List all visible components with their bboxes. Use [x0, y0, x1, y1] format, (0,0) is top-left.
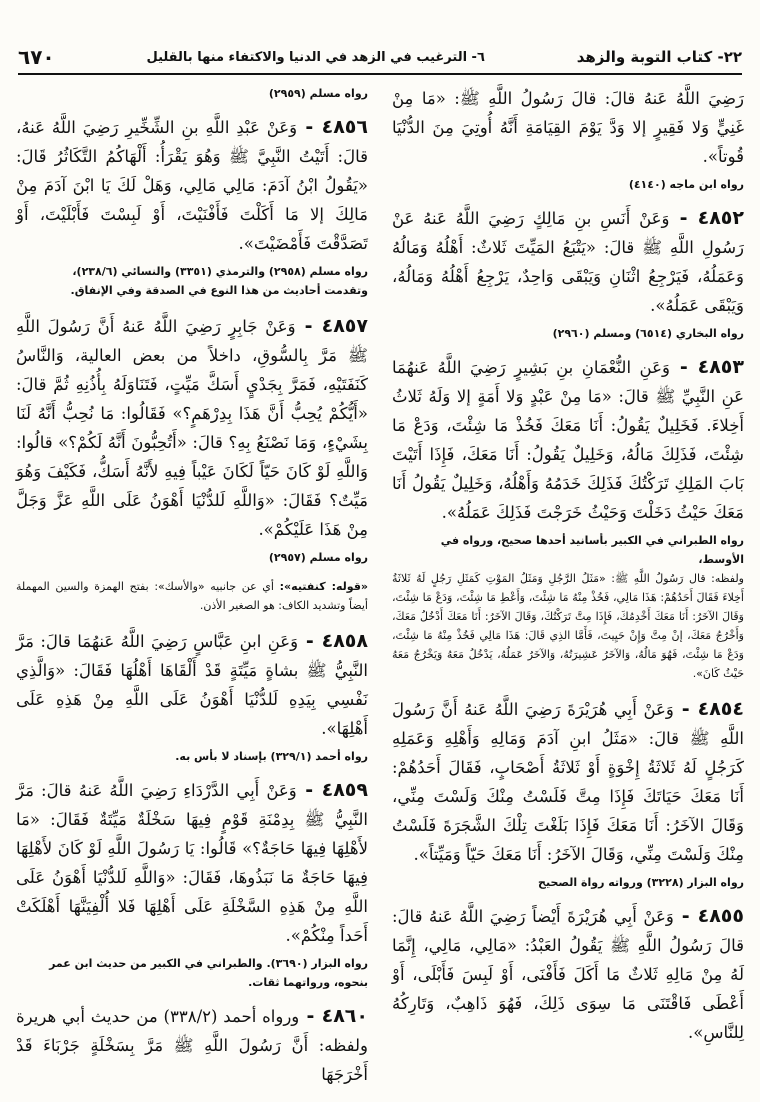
hadith-continuation	[392, 84, 744, 194]
hadith-note	[16, 281, 368, 300]
hadith-number: ٤٨٥٣	[697, 356, 744, 378]
hadith-source: رواه مسلم (٢٩٥٩)	[268, 87, 368, 100]
hadith-source: رواه مسلم (٢٩٥٨) والترمذي (٣٣٥١) والنسائي (٢٣٨/٦)،	[72, 265, 368, 278]
hadith-4857	[16, 312, 368, 615]
hadith-note	[16, 577, 368, 615]
hadith-paragraph: ٤٨٥٦ - وَعَنْ عَبْدِ اللَّهِ بنِ الشِّخِّيرِ رَضِيَ اللَّهُ عَنهُ، قالَ: أَتَيْتُ النَّبِيَّ ﷺ وَهُوَ يَقْرَأُ: أَلْهَاكُمُ التَّكَاثُرُ قَالَ: «يَقُولُ ابْنُ آدَمَ: مَالِي مَالِي، وَهَلْ لَكَ يَا ابْنَ آدَمَ مِنْ مَالِكَ إلا مَا أَكَلْتَ فَأَفْنَيْتَ، أَوْ لَبِسْتَ فَأَبْلَيْتَ، أَوْ تَصَدَّقْتَ فَأَمْضَيْتَ».	[16, 116, 368, 253]
hadith-paragraph: ٤٨٥٢ - وَعَنْ أَنَسِ بنِ مَالِكٍ رَضِيَ اللَّهُ عَنهُ عَنْ رَسُولِ اللَّهِ ﷺ قالَ: «يَتْبَعُ المَيِّتَ ثَلاثٌ: أَهْلُهُ وَمَالُهُ وَعَمَلُهُ، فَيَرْجِعُ اثْنَانِ وَيَبْقَى وَاحِدٌ، يَرْجِعُ أَهْلُهُ وَمَالُهُ، وَيَبْقَى عَمَلُهُ».	[392, 207, 744, 315]
hadith-number: ٤٨٥٧	[321, 315, 368, 337]
hadith-source: رواه البزار (٣٦٩٠). والطبراني في الكبير من حديث ابن عمر بنحوه، ورواتهما ثقات.	[49, 957, 368, 989]
hadith-number: ٤٨٦٠	[321, 1005, 368, 1027]
page-number: ٦٧٠	[18, 45, 55, 69]
note-label: «قوله: كنفتيه»:	[279, 580, 369, 593]
note-text: وتقدمت أحاديث من هذا النوع في الصدقة وفي الإنفاق.	[70, 284, 368, 297]
hadith-paragraph: ٤٨٥٣ - وَعَنِ النُّعْمَانِ بنِ بَشِيرٍ رَضِيَ اللَّهُ عَنهُمَا عَنِ النَّبِيِّ ﷺ قالَ: «مَا مِنْ عَبْدٍ وَلا أَمَةٍ إلا وَلَهُ ثَلاثُ أَخِلاءَ. فَخَلِيلٌ يَقُولُ: أَنَا مَعَكَ فَخُذْ مَا شِئْتَ، وَدَعْ مَا شِئْتَ، فَذَلِكَ مَالُهُ، وَخَلِيلٌ يَقُولُ: أَنَا مَعَكَ، فَإِذَا أَتَيْتَ بَابَ المَلِكِ تَرَكْتُكَ فَذَلِكَ خَدَمُهُ وَأَهْلُهُ، وَخَلِيلٌ يَقُولُ أَنَا مَعَكَ حَيْثُ دَخَلْتَ وَحَيْثُ خَرَجْتَ فَذَلِكَ عَمَلُهُ».	[392, 356, 744, 522]
hadith-4859	[16, 776, 368, 992]
hadith-source: رواه أحمد (٣٢٩/١) بإسناد لا بأس به.	[175, 750, 368, 763]
hadith-note: ولفظه: قال رَسُولُ اللَّهِ ﷺ: «مَثَلُ الرَّجُلِ وَمَثَلُ المَوْتِ كَمَثَلِ رَجُلٍ لَهُ ثَلاثَةُ أَخِلاءَ فَقَالَ أَحَدُهُمْ: هَذَا مَالِي، فَخُذْ مِنْهُ مَا شِئْتَ، وَأَعْطِ مَا شِئْتَ، وَدَعْ مَا شِئْتَ، وَقَالَ الآخَرُ: أَنَا مَعَكَ أَخْدِمُكَ، فَإِذَا مِتَّ تَرَكْتُكَ، وَقَالَ الآخَرُ: أَنَا مَعَكَ أَدْخُلُ مَعَكَ، وَأَخْرُجُ مَعَكَ، إنْ مِتَّ وَإِنْ حَيِيتَ، فَأَمَّا الذِي قَالَ: هَذَا مَالِي فَخُذْ مِنْهُ مَا شِئْتَ، وَدَعْ مَا شِئْتَ، فَهُوَ مَالُهُ، وَالآخَرُ عَشِيرَتُهُ، وَالآخَرُ عَمَلُهُ، يَدْخُلُ مَعَهُ وَيَخْرُجُ مَعَهُ حَيْثُ كَانَ».	[392, 572, 744, 680]
hadith-4853	[392, 353, 744, 683]
chapter-title: ٢٢- كتاب التوبة والزهد	[576, 48, 742, 66]
hadith-number: ٤٨٥٩	[321, 779, 368, 801]
hadith-source: رواه مسلم (٢٩٥٧)	[268, 551, 368, 564]
hadith-number: ٤٨٥٢	[697, 207, 744, 229]
hadith-text: وَعَنِ ابنِ عَبَّاسٍ رَضِيَ اللَّهُ عَنهُمَا قالَ: مَرَّ النَّبِيُّ ﷺ بشاةٍ مَيِّتَةٍ قَدْ أَلْقَاهَا أَهْلُهَا فَقَالَ: «وَالَّذِي نَفْسِي بِيَدِهِ لَلدُّنْيَا أَهْوَنُ عَلَى اللَّهِ مِنْ هَذِهِ عَلَى أَهْلِهَا».	[16, 632, 368, 738]
hadith-source: رواه البخاري (٦٥١٤) ومسلم (٢٩٦٠)	[552, 327, 744, 340]
hadith-paragraph: ٤٨٥٨ - وَعَنِ ابنِ عَبَّاسٍ رَضِيَ اللَّهُ عَنهُمَا قالَ: مَرَّ النَّبِيُّ ﷺ بشاةٍ مَيِّتَةٍ قَدْ أَلْقَاهَا أَهْلُهَا فَقَالَ: «وَالَّذِي نَفْسِي بِيَدِهِ لَلدُّنْيَا أَهْوَنُ عَلَى اللَّهِ مِنْ هَذِهِ عَلَى أَهْلِهَا».	[16, 630, 368, 738]
hadith-paragraph: ٤٨٥٩ - وَعَنْ أَبِي الدَّرْدَاءِ رَضِيَ اللَّهُ عَنهُ قالَ: مَرَّ النَّبِيُّ ﷺ بِدِمْنَةِ قَوْمٍ فِيهَا سَخْلَةٌ مَيِّتَةٌ فَقَالَ: «مَا لأَهْلِهَا فِيهَا حَاجَةٌ؟» قَالُوا: يَا رَسُولَ اللَّهِ لَوْ كَانَ لأَهْلِهَا فِيهَا حَاجَةٌ مَا نَبَذُوهَا، فَقَالَ: «وَاللَّهِ لَلدُّنْيَا أَهْوَنُ عَلَى اللَّهِ مِنْ هَذِهِ السَّخْلَةِ عَلَى أَهْلِهَا فَلا أُلْفِيَنَّهَا أَهْلَكَتْ أَحَداً مِنْكُمْ».	[16, 779, 368, 945]
hadith-text: رَضِيَ اللَّهُ عَنهُ قالَ: قالَ رَسُولُ اللَّهِ ﷺ: «مَا مِنْ غَنِيٍّ وَلا فَقِيرٍ إلا وَدَّ يَوْمَ القِيَامَةِ أَنَّهُ أُوتِيَ مِنَ الدُّنْيَا قُوتاً».	[392, 89, 744, 166]
right-column	[392, 84, 744, 1055]
hadith-number: ٤٨٥٤	[697, 698, 744, 720]
hadith-text: وَعَنْ أَنَسِ بنِ مَالِكٍ رَضِيَ اللَّهُ عَنهُ عَنْ رَسُولِ اللَّهِ ﷺ قالَ: «يَتْبَعُ المَيِّتَ ثَلاثٌ: أَهْلُهُ وَمَالُهُ وَعَمَلُهُ، فَيَرْجِعُ اثْنَانِ وَيَبْقَى وَاحِدٌ، يَرْجِعُ أَهْلُهُ وَمَالُهُ، وَيَبْقَى عَمَلُهُ».	[392, 209, 744, 315]
hadith-4858	[16, 627, 368, 766]
hadith-number: ٤٨٥٨	[321, 630, 368, 652]
hadith-paragraph: ٤٨٥٧ - وَعَنْ جَابِرٍ رَضِيَ اللَّهُ عَنهُ أَنَّ رَسُولَ اللَّهِ ﷺ مَرَّ بِالسُّوقِ، داخلاً من بعض العالية، وَالنَّاسُ كَنَفَتَيْهِ، فَمَرَّ بِجَدْيٍ أَسَكَّ مَيِّتٍ، فَتَنَاوَلَهُ بِأُذُنِهِ ثُمَّ قالَ: «أَيُّكُمْ يُحِبُّ أَنَّ هَذَا بِدِرْهَمٍ؟» فَقَالُوا: مَا نُحِبُّ أَنَّهُ لَنَا بِشَيْءٍ، وَمَا نَصْنَعُ بِهِ؟ قالَ: «أَتُحِبُّونَ أَنَّهُ لَكُمْ؟» قالُوا: وَاللَّهِ لَوْ كَانَ حَيّاً لَكَانَ عَيْباً فِيهِ لأَنَّهُ أَسَكُّ، فَكَيْفَ وَهُوَ مَيِّتٌ؟ فَقَالَ: «وَاللَّهِ لَلدُّنْيَا أَهْوَنُ عَلَى اللَّهِ عَزَّ وَجَلَّ مِنْ هَذَا عَلَيْكُمْ».	[16, 315, 368, 539]
hadith-source: رواه البزار (٣٢٢٨) ورواته رواة الصحيح	[538, 876, 744, 889]
hadith-4852	[392, 204, 744, 343]
hadith-text: وَعَنْ عَبْدِ اللَّهِ بنِ الشِّخِّيرِ رَضِيَ اللَّهُ عَنهُ، قالَ: أَتَيْتُ النَّبِيَّ ﷺ وَهُوَ يَقْرَأُ: أَلْهَاكُمُ التَّكَاثُرُ قَالَ: «يَقُولُ ابْنُ آدَمَ: مَالِي مَالِي، وَهَلْ لَكَ يَا ابْنَ آدَمَ مِنْ مَالِكَ إلا مَا أَكَلْتَ فَأَفْنَيْتَ، أَوْ لَبِسْتَ فَأَبْلَيْتَ، أَوْ تَصَدَّقْتَ فَأَمْضَيْتَ».	[16, 118, 368, 253]
hadith-source: رواه ابن ماجه (٤١٤٠)	[628, 178, 744, 191]
hadith-4856	[16, 113, 368, 300]
hadith-source: رواه الطبراني في الكبير بأسانيد أحدها صحيح، ورواه في الأوسط،	[440, 534, 744, 566]
hadith-text: وَعَنْ جَابِرٍ رَضِيَ اللَّهُ عَنهُ أَنَّ رَسُولَ اللَّهِ ﷺ مَرَّ بِالسُّوقِ، داخلاً من بعض العالية، وَالنَّاسُ كَنَفَتَيْهِ، فَمَرَّ بِجَدْيٍ أَسَكَّ مَيِّتٍ، فَتَنَاوَلَهُ بِأُذُنِهِ ثُمَّ قالَ: «أَيُّكُمْ يُحِبُّ أَنَّ هَذَا بِدِرْهَمٍ؟» فَقَالُوا: مَا نُحِبُّ أَنَّهُ لَنَا بِشَيْءٍ، وَمَا نَصْنَعُ بِهِ؟ قالَ: «أَتُحِبُّونَ أَنَّهُ لَكُمْ؟» قالُوا: وَاللَّهِ لَوْ كَانَ حَيّاً لَكَانَ عَيْباً فِيهِ لأَنَّهُ أَسَكُّ، فَكَيْفَ وَهُوَ مَيِّتٌ؟ فَقَالَ: «وَاللَّهِ لَلدُّنْيَا أَهْوَنُ عَلَى اللَّهِ عَزَّ وَجَلَّ مِنْ هَذَا عَلَيْكُمْ».	[16, 317, 368, 539]
left-column	[16, 84, 368, 1097]
hadith-number: ٤٨٥٦	[321, 116, 368, 138]
note-text: أي عن جانبيه «والأسك»: بفتح الهمزة والسين المهملة أيضاً وتشديد الكاف: هو الصغير الأذن.	[16, 580, 368, 612]
hadith-text: وَعَنْ أَبِي هُرَيْرَةَ أَيْضاً رَضِيَ اللَّهُ عَنهُ قالَ: قالَ رَسُولُ اللَّهِ ﷺ يَقُولُ العَبْدُ: «مَالِي، مَالِي، إِنَّمَا لَهُ مِنْ مَالِهِ ثَلاثٌ مَا أَكَلَ فَأَفْنَى، أَوْ لَبِسَ فَأَبْلَى، أَوْ أَعْطَى فَاقْتَنَى مَا سِوَى ذَلِكَ، فَهُوَ ذَاهِبٌ، وَتَارِكُهُ لِلنَّاسِ».	[392, 907, 744, 1042]
hadith-paragraph: ٤٨٦٠ - ورواه أحمد (٣٣٨/٢) من حديث أبي هريرة ولفظه: أَنَّ رَسُولَ اللَّهِ ﷺ مَرَّ بِسَخْلَةٍ جَرْبَاءَ قَدْ أَخْرَجَهَا	[16, 1005, 368, 1084]
hadith-text: وَعَنِ النُّعْمَانِ بنِ بَشِيرٍ رَضِيَ اللَّهُ عَنهُمَا عَنِ النَّبِيِّ ﷺ قالَ: «مَا مِنْ عَبْدٍ وَلا أَمَةٍ إلا وَلَهُ ثَلاثُ أَخِلاءَ. فَخَلِيلٌ يَقُولُ: أَنَا مَعَكَ فَخُذْ مَا شِئْتَ، وَدَعْ مَا شِئْتَ، فَذَلِكَ مَالُهُ، وَخَلِيلٌ يَقُولُ: أَنَا مَعَكَ، فَإِذَا أَتَيْتَ بَابَ المَلِكِ تَرَكْتُكَ فَذَلِكَ خَدَمُهُ وَأَهْلُهُ، وَخَلِيلٌ يَقُولُ أَنَا مَعَكَ حَيْثُ دَخَلْتَ وَحَيْثُ خَرَجْتَ فَذَلِكَ عَمَلُهُ».	[392, 358, 744, 522]
header-rule	[18, 73, 742, 75]
hadith-text: وَعَنْ أَبِي هُرَيْرَةَ رَضِيَ اللَّهُ عَنهُ أَنَّ رَسُولَ اللَّهِ ﷺ قالَ: «مَثَلُ ابنِ آدَمَ وَمَالِهِ وَأَهْلِهِ وَعَمَلِهِ كَرَجُلٍ لَهُ ثَلاثَةُ إِخْوَةٍ أَوْ ثَلاثَةُ أَصْحَابٍ، فَقَالَ أَحَدُهُمْ: أَنَا مَعَكَ حَيَاتَكَ فَإِذَا مِتَّ فَلَسْتُ مِنْكَ وَلَسْتَ مِنِّي، وَقَالَ الآخَرُ: أَنَا مَعَكَ فَإِذَا بَلَغْتَ تِلْكَ الشَّجَرَةَ فَلَسْتُ مِنْكَ وَلَسْتَ مِنِّي، وَقَالَ الآخَرُ: أَنَا مَعَكَ حَيّاً وَمَيِّتاً».	[392, 700, 744, 864]
hadith-text: وَعَنْ أَبِي الدَّرْدَاءِ رَضِيَ اللَّهُ عَنهُ قالَ: مَرَّ النَّبِيُّ ﷺ بِدِمْنَةِ قَوْمٍ فِيهَا سَخْلَةٌ مَيِّتَةٌ فَقَالَ: «مَا لأَهْلِهَا فِيهَا حَاجَةٌ؟» قَالُوا: يَا رَسُولَ اللَّهِ لَوْ كَانَ لأَهْلِهَا فِيهَا حَاجَةٌ مَا نَبَذُوهَا، فَقَالَ: «وَاللَّهِ لَلدُّنْيَا أَهْوَنُ عَلَى اللَّهِ مِنْ هَذِهِ السَّخْلَةِ عَلَى أَهْلِهَا فَلا أُلْفِيَنَّهَا أَهْلَكَتْ أَحَداً مِنْكُمْ».	[16, 781, 368, 945]
running-header	[18, 42, 742, 72]
hadith-4855	[392, 902, 744, 1047]
hadith-number: ٤٨٥٥	[697, 905, 744, 927]
hadith-4860	[16, 1002, 368, 1089]
hadith-text: ورواه أحمد (٣٣٨/٢) من حديث أبي هريرة ولفظه: أَنَّ رَسُولَ اللَّهِ ﷺ مَرَّ بِسَخْلَةٍ جَرْبَاءَ قَدْ أَخْرَجَهَا	[16, 1007, 368, 1084]
hadith-4854	[392, 695, 744, 892]
section-title: ٦- الترغيب في الزهد في الدنيا والاكتفاء منها بالقليل	[146, 49, 485, 65]
hadith-paragraph: ٤٨٥٤ - وَعَنْ أَبِي هُرَيْرَةَ رَضِيَ اللَّهُ عَنهُ أَنَّ رَسُولَ اللَّهِ ﷺ قالَ: «مَثَلُ ابنِ آدَمَ وَمَالِهِ وَأَهْلِهِ وَعَمَلِهِ كَرَجُلٍ لَهُ ثَلاثَةُ إِخْوَةٍ أَوْ ثَلاثَةُ أَصْحَابٍ، فَقَالَ أَحَدُهُمْ: أَنَا مَعَكَ حَيَاتَكَ فَإِذَا مِتَّ فَلَسْتُ مِنْكَ وَلَسْتَ مِنِّي، وَقَالَ الآخَرُ: أَنَا مَعَكَ فَإِذَا بَلَغْتَ تِلْكَ الشَّجَرَةَ فَلَسْتُ مِنْكَ وَلَسْتَ مِنِّي، وَقَالَ الآخَرُ: أَنَا مَعَكَ حَيّاً وَمَيِّتاً».	[392, 698, 744, 864]
hadith-paragraph: ٤٨٥٥ - وَعَنْ أَبِي هُرَيْرَةَ أَيْضاً رَضِيَ اللَّهُ عَنهُ قالَ: قالَ رَسُولُ اللَّهِ ﷺ يَقُولُ العَبْدُ: «مَالِي، مَالِي، إِنَّمَا لَهُ مِنْ مَالِهِ ثَلاثٌ مَا أَكَلَ فَأَفْنَى، أَوْ لَبِسَ فَأَبْلَى، أَوْ أَعْطَى فَاقْتَنَى مَا سِوَى ذَلِكَ، فَهُوَ ذَاهِبٌ، وَتَارِكُهُ لِلنَّاسِ».	[392, 905, 744, 1042]
